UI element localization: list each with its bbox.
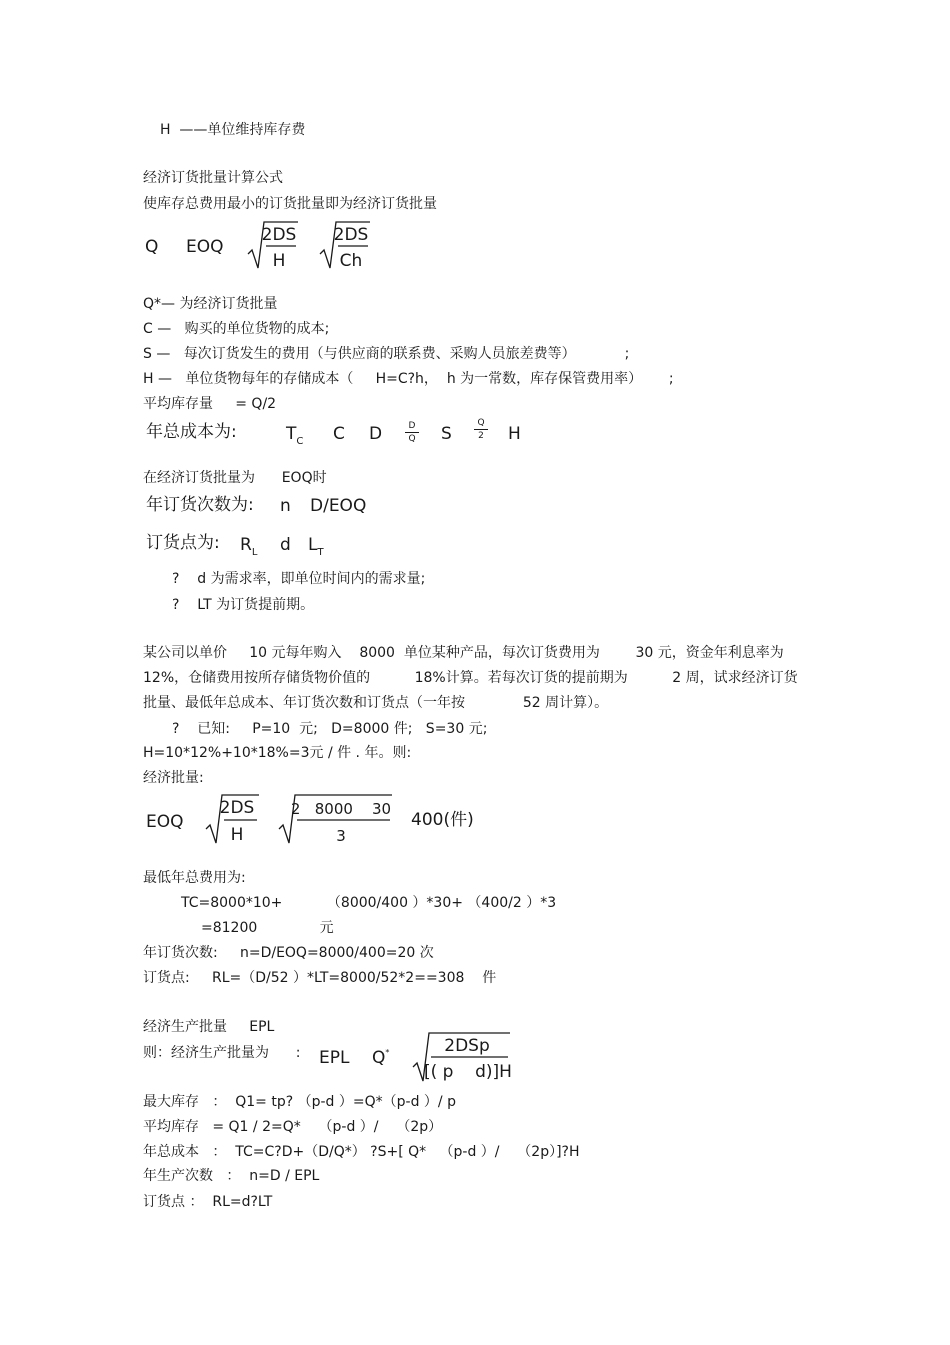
production-count: 年生产次数 ： n=D / EPL [143,1168,320,1184]
order-count-n: n [280,496,291,516]
demand-rate-note: ? d 为需求率，即单位时间内的需求量; [172,571,426,587]
tc-calculation: TC=8000*10+ （8000/400 ）*30+ （400/2 ）*3 [181,895,557,911]
reorder-r: $R_L$ [240,535,258,558]
order-count-calc: 年订货次数: n=D/EOQ=8000/400=20 次 [143,945,434,961]
lead-time-note: ? LT 为订货提前期。 [172,597,315,613]
h-calculation: H=10*12%+10*18%=3元 / 件 . 年。则: [143,745,412,761]
example-line-3: 批量、最低年总成本、年订货次数和订货点（一年按 52 周计算）。 [143,695,609,711]
reorder-point-2: 订货点 ： RL=d?LT [143,1194,273,1210]
example-denominator-2: 3 [336,827,346,845]
formula-eoq-label: EOQ [186,237,224,257]
order-count-label: 年订货次数为: [146,495,254,515]
tc-result: =81200 元 [201,920,334,936]
economic-batch-label: 经济批量: [143,770,204,786]
known-values: ? 已知: P=10 元; D=8000 件; S=30 元; [172,721,488,737]
example-eoq-label: EOQ [146,812,184,832]
tc-h: H [508,424,521,444]
example-line-1: 某公司以单价 10 元每年购入 8000 单位某种产品，每次订货费用为 30 元，资金年利息率为 [143,645,784,661]
tc-fraction-q-over-2: Q 2 [474,418,488,441]
example-numerator-2: 2 8000 30 [290,800,392,818]
epl-denominator: [( p d)]H [424,1062,512,1082]
eoq-denominator-2: Ch [339,251,363,271]
eoq-description: 使库存总费用最小的订货批量即为经济订货批量 [143,196,437,212]
q-star-definition: Q*— 为经济订货批量 [143,296,278,312]
tc-symbol: $T_C$ [286,424,304,447]
eoq-numerator-2: 2DS [333,225,369,245]
eoq-heading: 经济订货批量计算公式 [143,170,283,186]
total-cost-2: 年总成本 ： TC=C?D+（D/Q*） ?S+[ Q* （p-d ）/ （2p）]?H [143,1144,580,1160]
epl-numerator: 2DSp [444,1036,490,1056]
average-inventory-2: 平均库存 = Q1 / 2=Q* （p-d ）/ （2p） [143,1119,443,1135]
eoq-denominator-1: H [272,251,286,271]
eoq-numerator-1: 2DS [261,225,297,245]
example-denominator-1: H [230,825,244,845]
s-definition: S — 每次订货发生的费用（与供应商的联系费、采购人员旅差费等） ; [143,346,630,362]
total-cost-label: 年总成本为: [146,422,237,442]
reorder-label: 订货点为: [146,533,220,553]
reorder-point-calc: 订货点: RL=（D/52 ）*LT=8000/52*2==308 件 [143,970,497,986]
epl-then: 则：经济生产批量为 : [143,1045,301,1061]
c-definition: C — 购买的单位货物的成本; [143,321,330,337]
min-cost-label: 最低年总费用为: [143,870,246,886]
tc-fraction-d-over-q: D Q [405,421,419,444]
h-definition: H ——单位维持库存费 [160,122,306,138]
h-definition-2: H — 单位货物每年的存储成本（ H=C?h， h 为一常数，库存保管费用率） ; [143,371,674,387]
epl-q: Q* [372,1048,390,1068]
average-inventory: 平均库存量 = Q/2 [143,396,277,412]
tc-d: D [369,424,383,444]
reorder-l: $L_T$ [308,535,324,558]
tc-c: C [333,424,345,444]
example-line-2: 12%，仓储费用按所存储货物价值的 18%计算。若每次订货的提前期为 2 周，试求经济订货 [143,670,798,686]
epl-heading: 经济生产批量 EPL [143,1019,275,1035]
epl-label: EPL [319,1048,350,1068]
reorder-d: d [280,535,291,555]
tc-s: S [441,424,452,444]
max-inventory: 最大库存 ： Q1= tp? （p-d ）=Q*（p-d ）/ p [143,1094,456,1110]
formula-q: Q [145,237,159,257]
example-numerator-1: 2DS [219,798,255,818]
at-eoq-line: 在经济订货批量为 EOQ时 [143,470,327,486]
order-count-expr: D/EOQ [310,496,367,516]
example-result: 400(件) [411,810,474,830]
